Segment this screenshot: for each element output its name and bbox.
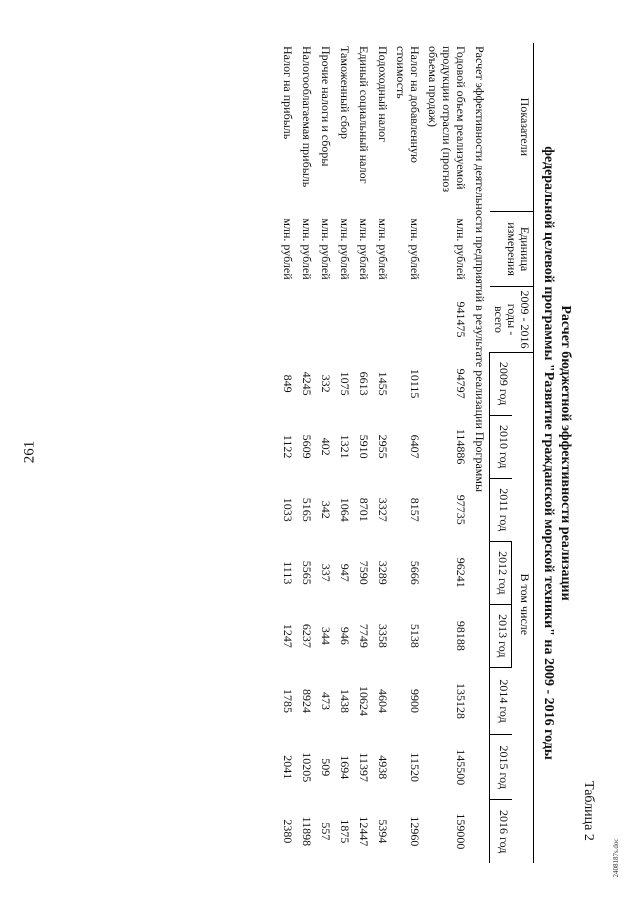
row-name: Единый социальный налог xyxy=(357,45,372,183)
row-unit: млн. рублей xyxy=(454,217,469,280)
cell-value: 5565 xyxy=(300,560,315,585)
cell-value: 337 xyxy=(319,563,334,582)
cell-value: 1075 xyxy=(338,371,353,396)
cell-value: 342 xyxy=(319,500,334,519)
cell-value: 4604 xyxy=(376,688,391,713)
row-unit: млн. рублей xyxy=(357,217,372,280)
rotated-table-page xyxy=(40,43,600,863)
cell-value: 12447 xyxy=(357,815,372,846)
cell-value: 5165 xyxy=(300,497,315,522)
table-row xyxy=(393,43,425,863)
row-unit: млн. рублей xyxy=(408,217,423,280)
cell-value: 10624 xyxy=(357,685,372,716)
cell-value: 1455 xyxy=(376,371,391,396)
cell-value: 332 xyxy=(319,374,334,393)
header-indicator: Показатели xyxy=(490,43,534,211)
header-year: 2011 год xyxy=(490,478,512,541)
cell-value: 12960 xyxy=(408,815,423,846)
table-row xyxy=(374,43,393,863)
cell-value: 473 xyxy=(319,691,334,710)
cell-value: 1321 xyxy=(338,434,353,459)
cell-value: 1785 xyxy=(281,688,296,713)
cell-value: 159000 xyxy=(454,812,469,849)
cell-value: 344 xyxy=(319,626,334,645)
header-year-2010-spacer xyxy=(512,415,534,478)
page-number: 261 xyxy=(21,440,38,464)
header-including: В том числе xyxy=(512,541,534,667)
table-row xyxy=(317,43,336,863)
cell-value: 7590 xyxy=(357,560,372,585)
cell-value: 1064 xyxy=(338,497,353,522)
cell-value: 11397 xyxy=(357,751,372,782)
table-row xyxy=(279,43,298,863)
cell-value: 3358 xyxy=(376,623,391,648)
row-name: Налог на прибыль xyxy=(281,45,296,139)
header-year: 2010 год xyxy=(490,415,512,478)
cell-value: 5394 xyxy=(376,818,391,843)
row-total xyxy=(355,286,374,351)
cell-value: 8157 xyxy=(408,497,423,522)
row-name: Таможенный сбор xyxy=(338,45,353,139)
section-title: Расчет эффективности деятельности предприятий в результате реализации Программы xyxy=(473,45,488,492)
header-unit: Единица измерения xyxy=(490,211,534,287)
header-year-2011-spacer xyxy=(512,478,534,541)
header-total: 2009 - 2016 годы - всего xyxy=(490,286,534,351)
cell-value: 1033 xyxy=(281,497,296,522)
cell-value: 145500 xyxy=(454,748,469,785)
row-name: Прочие налоги и сборы xyxy=(319,45,334,166)
footer-file-name: 2408187s.doc xyxy=(612,838,620,878)
row-total xyxy=(336,286,355,351)
cell-value: 6237 xyxy=(300,623,315,648)
row-name: Годовой объем реализуемой продукции отрасли (прогноз объема продаж) xyxy=(426,45,469,192)
title-line: Расчет бюджетной эффективности реализации xyxy=(558,304,573,601)
cell-value: 5609 xyxy=(300,434,315,459)
cell-value: 6613 xyxy=(357,371,372,396)
cell-value: 8924 xyxy=(300,688,315,713)
header-year: 2009 год xyxy=(490,352,512,415)
cell-value: 8701 xyxy=(357,497,372,522)
row-unit: млн. рублей xyxy=(376,217,391,280)
cell-value: 96241 xyxy=(454,557,469,588)
title-line: федеральной целевой программы "Развитие гражданской морской техники" на 2009 - 2016 годы xyxy=(541,145,556,760)
cell-value: 946 xyxy=(338,626,353,645)
row-total: 941475 xyxy=(454,300,469,337)
table-body xyxy=(279,43,491,863)
row-name: Налог на добавленную стоимость xyxy=(394,45,423,163)
cell-value: 2041 xyxy=(281,754,296,779)
row-unit: млн. рублей xyxy=(281,217,296,280)
cell-value: 5666 xyxy=(408,560,423,585)
cell-value: 7749 xyxy=(357,623,372,648)
cell-value: 947 xyxy=(338,563,353,582)
cell-value: 4245 xyxy=(300,371,315,396)
header-year: 2014 год xyxy=(490,667,512,734)
cell-value: 114886 xyxy=(454,428,469,464)
cell-value: 2380 xyxy=(281,818,296,843)
row-total xyxy=(317,286,336,351)
cell-value: 5138 xyxy=(408,623,423,648)
cell-value: 11898 xyxy=(300,816,315,846)
table-row xyxy=(355,43,374,863)
header-year: 2012 год xyxy=(490,541,512,604)
row-name: Подоходный налог xyxy=(376,45,391,142)
cell-value: 9900 xyxy=(408,688,423,713)
cell-value: 10115 xyxy=(408,368,423,398)
table-title xyxy=(540,43,574,863)
cell-value: 6407 xyxy=(408,434,423,459)
cell-value: 97735 xyxy=(454,494,469,525)
cell-value: 1247 xyxy=(281,623,296,648)
cell-value: 509 xyxy=(319,757,334,776)
cell-value: 4938 xyxy=(376,754,391,779)
row-name: Налогооблагаемая прибыль xyxy=(300,45,315,187)
cell-value: 1113 xyxy=(281,560,296,584)
table-row xyxy=(425,43,471,863)
header-year-2014-spacer xyxy=(512,667,534,734)
cell-value: 2955 xyxy=(376,434,391,459)
cell-value: 10205 xyxy=(300,751,315,782)
cell-value: 3327 xyxy=(376,497,391,522)
row-unit: млн. рублей xyxy=(319,217,334,280)
row-unit: млн. рублей xyxy=(300,217,315,280)
cell-value: 557 xyxy=(319,821,334,840)
row-total xyxy=(279,286,298,351)
cell-value: 98188 xyxy=(454,620,469,651)
cell-value: 11520 xyxy=(408,751,423,782)
table-row xyxy=(298,43,317,863)
header-year-2009-spacer xyxy=(512,352,534,415)
cell-value: 849 xyxy=(281,374,296,393)
table-row xyxy=(336,43,355,863)
header-year-2016-spacer xyxy=(512,799,534,862)
budget-efficiency-table xyxy=(279,43,535,863)
cell-value: 3289 xyxy=(376,560,391,585)
header-year: 2016 год xyxy=(490,799,512,862)
cell-value: 1694 xyxy=(338,754,353,779)
header-year-2015-spacer xyxy=(512,734,534,799)
row-total xyxy=(393,286,425,351)
cell-value: 1875 xyxy=(338,818,353,843)
cell-value: 5910 xyxy=(357,434,372,459)
cell-value: 1438 xyxy=(338,688,353,713)
row-total xyxy=(374,286,393,351)
cell-value: 135128 xyxy=(454,682,469,719)
cell-value: 1122 xyxy=(281,434,296,458)
table-label: Таблица 2 xyxy=(581,780,596,841)
header-year: 2015 год xyxy=(490,734,512,799)
row-unit: млн. рублей xyxy=(338,217,353,280)
row-total xyxy=(298,286,317,351)
header-year: 2013 год xyxy=(490,604,512,667)
cell-value: 402 xyxy=(319,437,334,456)
cell-value: 94797 xyxy=(454,368,469,399)
